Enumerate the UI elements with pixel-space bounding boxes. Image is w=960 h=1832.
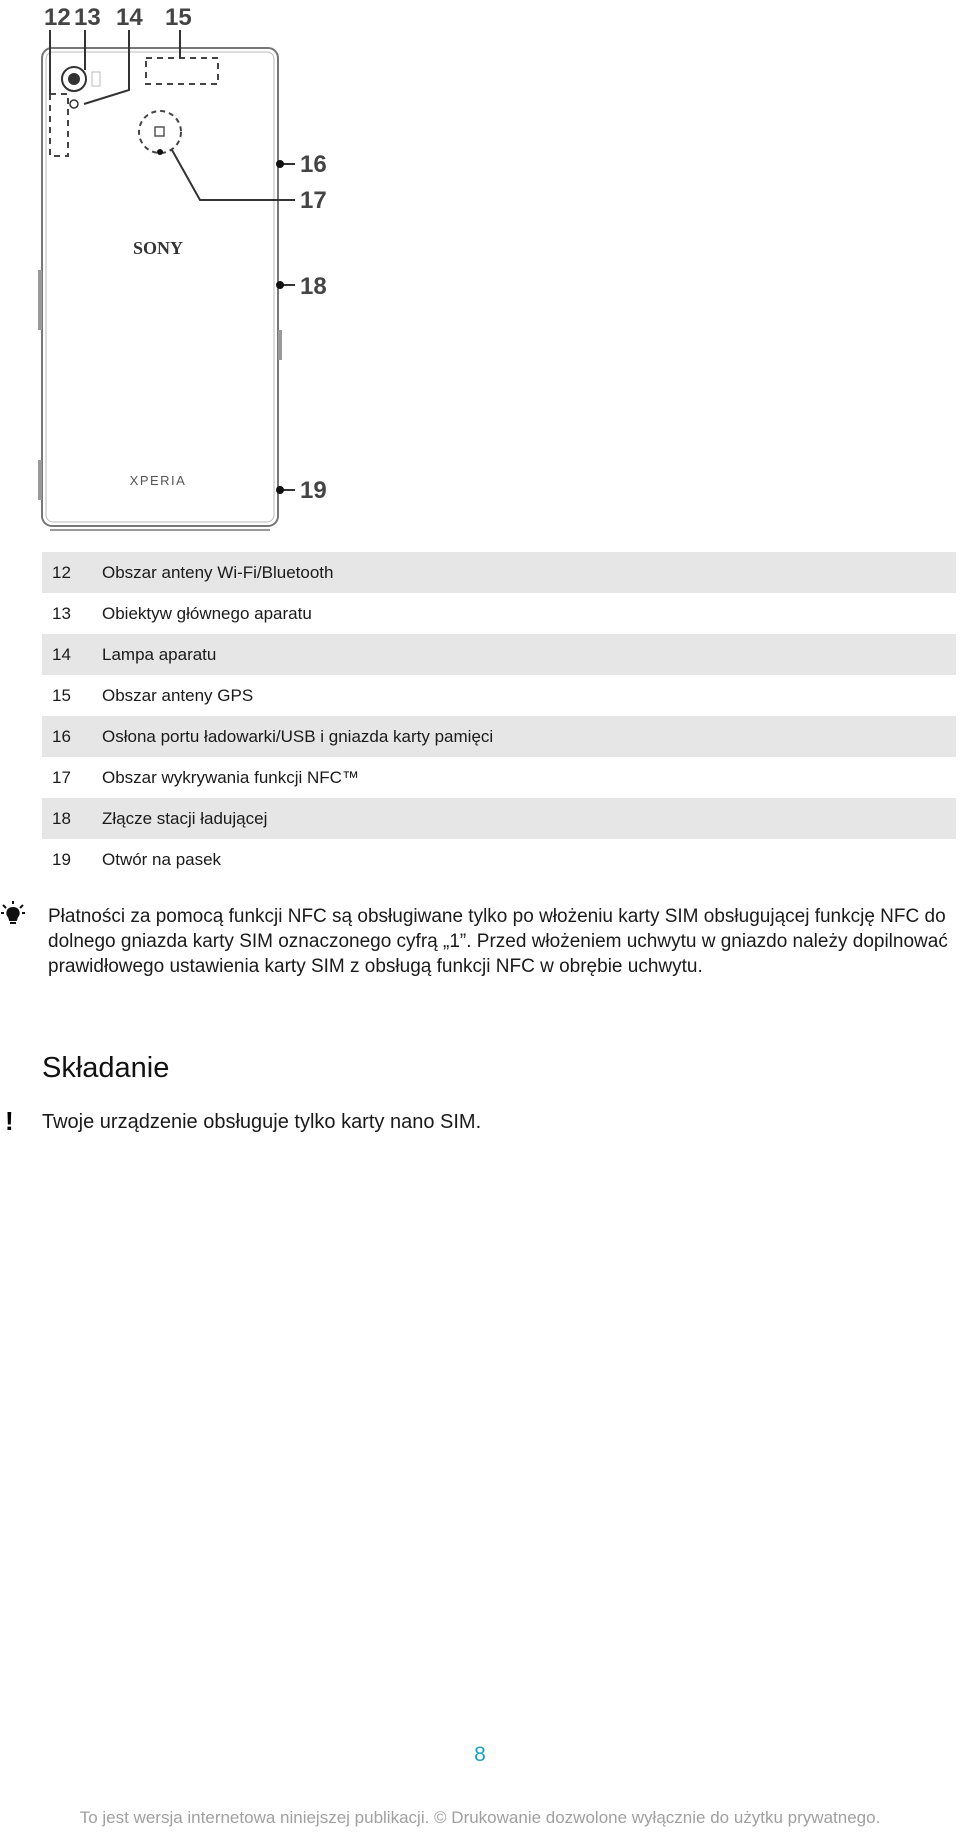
sony-logo: SONY xyxy=(132,238,184,258)
lightbulb-icon xyxy=(0,900,26,926)
part-label: Otwór na pasek xyxy=(102,849,222,869)
charging-dock-marker xyxy=(276,281,284,289)
callout-14: 14 xyxy=(116,4,143,31)
part-label: Złącze stacji ładującej xyxy=(102,798,956,839)
part-number: 13 xyxy=(52,603,71,623)
part-number: 12 xyxy=(42,552,102,593)
page-number: 8 xyxy=(474,1743,486,1766)
part-number: 17 xyxy=(52,767,71,787)
callout-15: 15 xyxy=(165,4,192,31)
part-label: Obszar wykrywania funkcji NFC™ xyxy=(102,767,359,787)
part-number: 18 xyxy=(42,798,102,839)
phone-back-diagram xyxy=(0,0,360,540)
part-label: Obiektyw głównego aparatu xyxy=(102,603,312,623)
table-row xyxy=(42,839,956,880)
section-title: Składanie xyxy=(42,1052,170,1084)
callout-13: 13 xyxy=(74,4,101,31)
callout-19: 19 xyxy=(300,477,327,504)
parts-table xyxy=(42,552,956,880)
callout-16: 16 xyxy=(300,151,327,178)
table-row xyxy=(42,552,956,593)
table-row xyxy=(42,798,956,839)
table-row xyxy=(42,675,956,716)
part-number: 16 xyxy=(42,716,102,757)
port-cover-marker xyxy=(276,160,284,168)
footer-text: To jest wersja internetowa niniejszej publikacji. © Drukowanie dozwolone wyłącznie do użytku prywatnego. xyxy=(79,1808,881,1827)
part-label: Lampa aparatu xyxy=(102,634,956,675)
part-number: 19 xyxy=(52,849,71,869)
table-row xyxy=(42,757,956,798)
callout-18: 18 xyxy=(300,273,327,300)
callout-12: 12 xyxy=(44,4,71,31)
table-row xyxy=(42,593,956,634)
phone-body xyxy=(42,48,278,526)
table-row xyxy=(42,716,956,757)
table-row xyxy=(42,634,956,675)
callout-17: 17 xyxy=(300,187,327,214)
strap-hole-marker xyxy=(276,486,284,494)
note-text: Twoje urządzenie obsługuje tylko karty nano SIM. xyxy=(42,1111,482,1133)
part-label: Obszar anteny GPS xyxy=(102,685,254,705)
part-number: 15 xyxy=(52,685,71,705)
part-label: Osłona portu ładowarki/USB i gniazda karty pamięci xyxy=(102,716,956,757)
camera-flash-icon xyxy=(70,100,78,108)
part-number: 14 xyxy=(42,634,102,675)
part-label: Obszar anteny Wi-Fi/Bluetooth xyxy=(102,552,956,593)
tip-text: Płatności za pomocą funkcji NFC są obsługiwane tylko po włożeniu karty SIM obsługującej funkcję NFC do dolnego gniazda karty SIM oznaczonego cyfrą „1”. Przed włożeniem uchwytu w gniazdo należy dopilnować prawidłowego ustawienia karty SIM z obsługą funkcji NFC w obrębie uchwytu. xyxy=(48,906,948,977)
exclamation-icon: ! xyxy=(5,1106,14,1136)
xperia-logo: XPERIA xyxy=(129,473,187,488)
